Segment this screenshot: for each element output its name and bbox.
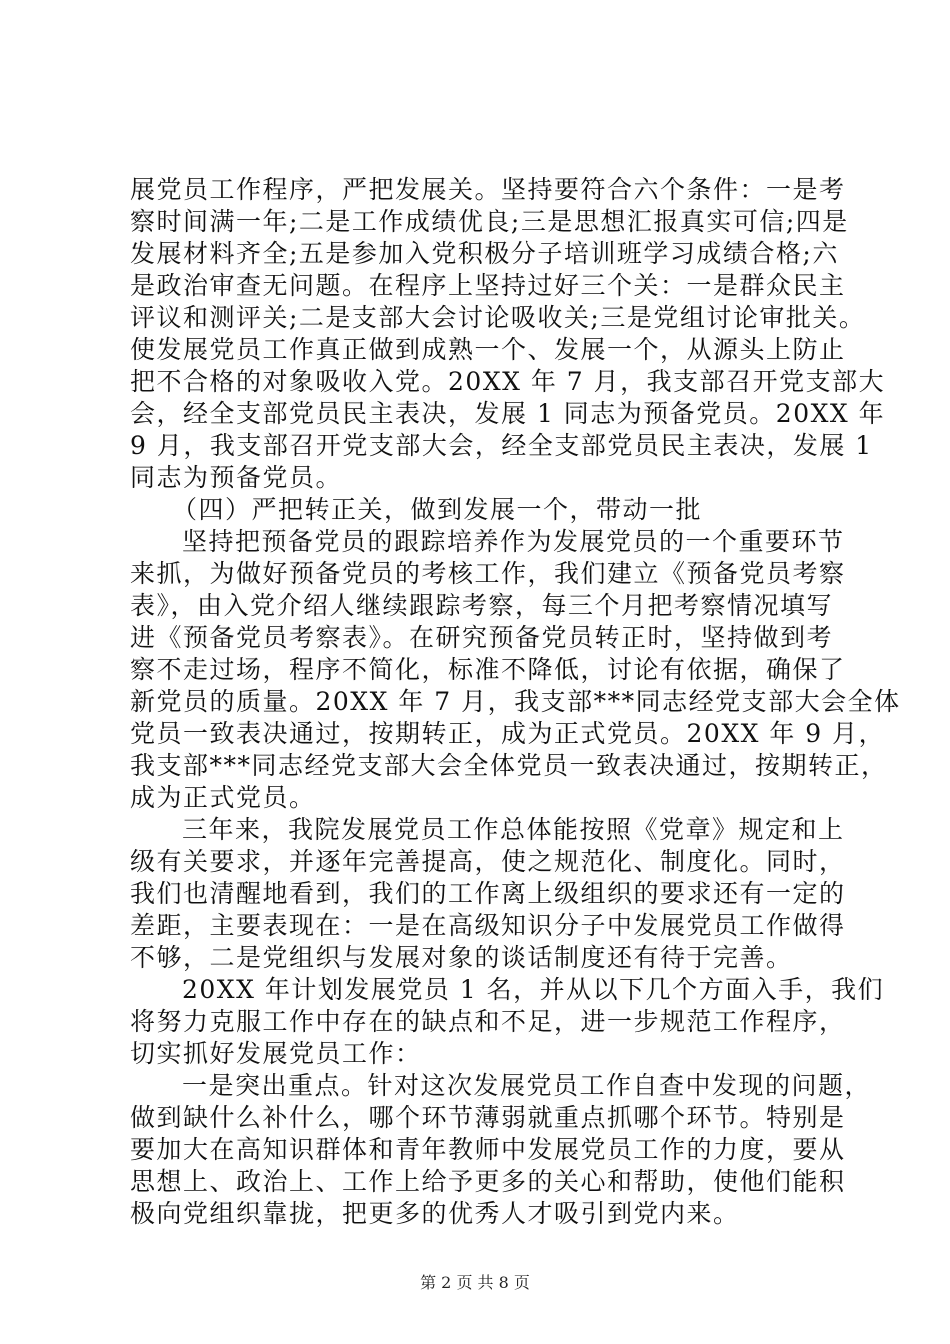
text-line: 不够，二是党组织与发展对象的谈话制度还有待于完善。 (130, 943, 793, 972)
text-line: 差距，主要表现在：一是在高级知识分子中发展党员工作做得 (130, 911, 846, 940)
text-line: 展党员工作程序，严把发展关。坚持要符合六个条件：一是考 (130, 175, 846, 204)
text-line: 我支部***同志经党支部大会全体党员一致表决通过，按期转正， (130, 751, 888, 780)
text-line: 表》，由入党介绍人继续跟踪考察，每三个月把考察情况填写 (130, 591, 834, 620)
text-line: 我们也清醒地看到，我们的工作离上级组织的要求还有一定的 (130, 879, 846, 908)
text-line: 将努力克服工作中存在的缺点和不足，进一步规范工作程序， (130, 1007, 846, 1036)
text-line: 极向党组织靠拢，把更多的优秀人才吸引到党内来。 (130, 1199, 740, 1228)
text-line: 级有关要求，并逐年完善提高，使之规范化、制度化。同时， (130, 847, 846, 876)
text-line: 思想上、政治上、工作上给予更多的关心和帮助，使他们能积 (130, 1167, 846, 1196)
text-line: 一是突出重点。针对这次发展党员工作自查中发现的问题， (182, 1071, 872, 1100)
text-line: 把不合格的对象吸收入党。20XX 年 7 月，我支部召开党支部大 (130, 367, 886, 396)
text-line: 切实抓好发展党员工作： (130, 1039, 422, 1068)
text-line: 党员一致表决通过，按期转正，成为正式党员。20XX 年 9 月， (130, 719, 886, 748)
text-line: 成为正式党员。 (130, 783, 316, 812)
text-line: 9 月，我支部召开党支部大会，经全支部党员民主表决，发展 1 (130, 431, 873, 460)
text-line: 坚持把预备党员的跟踪培养作为发展党员的一个重要环节 (182, 527, 845, 556)
text-line: 是政治审查无问题。在程序上坚持过好三个关：一是群众民主 (130, 271, 846, 300)
page-footer: 第 2 页 共 8 页 (420, 1273, 530, 1292)
text-line: 发展材料齐全;五是参加入党积极分子培训班学习成绩合格;六 (130, 239, 839, 268)
text-line: 使发展党员工作真正做到成熟一个、发展一个，从源头上防止 (130, 335, 846, 364)
text-line: 三年来，我院发展党员工作总体能按照《党章》规定和上 (182, 815, 845, 844)
text-line: 新党员的质量。20XX 年 7 月，我支部***同志经党支部大会全体 (130, 687, 901, 716)
text-line: 察时间满一年;二是工作成绩优良;三是思想汇报真实可信;四是 (130, 207, 849, 236)
text-line: 要加大在高知识群体和青年教师中发展党员工作的力度，要从 (130, 1135, 846, 1164)
text-line: 评议和测评关;二是支部大会讨论吸收关;三是党组讨论审批关。 (130, 303, 866, 332)
text-line: 20XX 年计划发展党员 1 名，并从以下几个方面入手，我们 (182, 975, 885, 1004)
text-line: 同志为预备党员。 (130, 463, 343, 492)
text-line: 来抓，为做好预备党员的考核工作，我们建立《预备党员考察 (130, 559, 846, 588)
text-line: 做到缺什么补什么，哪个环节薄弱就重点抓哪个环节。特别是 (130, 1103, 846, 1132)
text-line: 会，经全支部党员民主表决，发展 1 同志为预备党员。20XX 年 (130, 399, 886, 428)
text-line: 进《预备党员考察表》。在研究预备党员转正时，坚持做到考 (130, 623, 834, 652)
text-line: 察不走过场，程序不简化，标准不降低，讨论有依据，确保了 (130, 655, 846, 684)
section-heading: （四）严把转正关，做到发展一个，带动一批 (172, 495, 703, 524)
